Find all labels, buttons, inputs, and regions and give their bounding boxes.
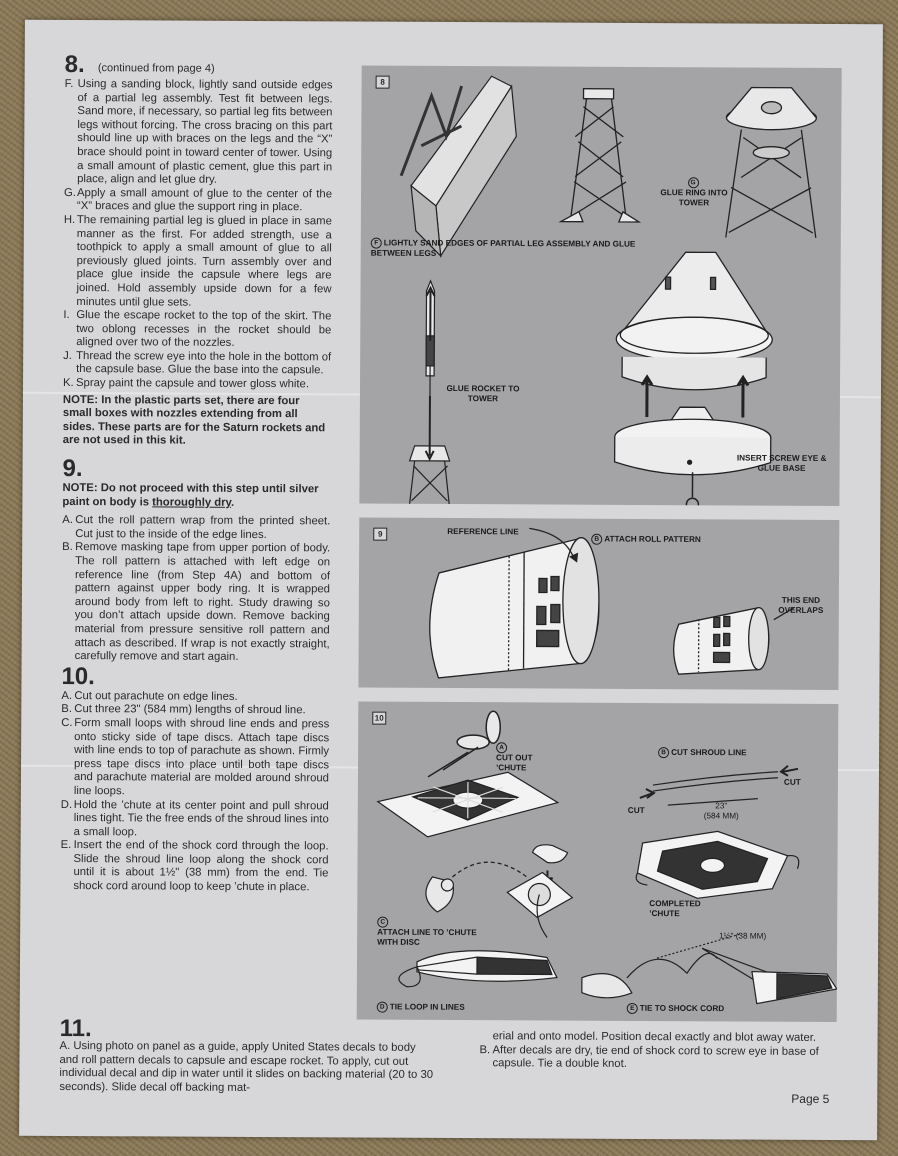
step-10-item-c: C. Form small loops with shroud line ends and press onto sticky side of tape discs. Attach tape discs with line ends to top of parachute as shown. Firmly press tape discs into place until both tape discs and parachute material are molded around shroud line loops. bbox=[61, 716, 330, 798]
step-9-item-a: A. Cut the roll pattern wrap from the printed sheet. Cut just to the inside of the edge lines. bbox=[62, 514, 331, 541]
instruction-sheet bbox=[19, 20, 883, 1140]
panel-8-label-glue-rocket: GLUE ROCKET TO TOWER bbox=[446, 383, 520, 403]
panel-10-label-c: C ATTACH LINE TO ’CHUTE WITH DISC bbox=[377, 917, 477, 948]
panel-step-9 bbox=[358, 518, 839, 691]
completed-chute bbox=[636, 831, 799, 899]
left-column bbox=[60, 52, 332, 895]
panel-10-label-a: A CUT OUT ’CHUTE bbox=[496, 742, 556, 772]
panel-8-illustration bbox=[359, 66, 841, 507]
step-10-item-e: E. Insert the end of the shock cord through the loop. Slide the shroud line loop along the shock cord until it is about 1½" (38 mm) from the end. Tie shock cord around loop to keep ’chute in place. bbox=[60, 839, 329, 894]
step-8-item-j: J. Thread the screw eye into the hole in the bottom of the capsule base. Glue the base into the capsule. bbox=[63, 349, 332, 377]
step-9-list bbox=[62, 514, 331, 665]
tower-drawing bbox=[561, 89, 640, 222]
step-9-note: NOTE: Do not proceed with this step until silver paint on body is thoroughly dry. bbox=[62, 481, 319, 509]
step-8-number: 8. bbox=[64, 50, 85, 79]
panel-10-label-cut-left: CUT bbox=[627, 805, 645, 816]
panel-9-label-b: B ATTACH ROLL PATTERN bbox=[591, 534, 701, 546]
panel-9-tag: 9 bbox=[373, 528, 387, 541]
step-8-heading bbox=[65, 52, 333, 79]
panel-8-tag: 8 bbox=[376, 76, 390, 89]
roll-pattern-wrap bbox=[674, 607, 769, 674]
step-10-number: 10. bbox=[61, 662, 95, 690]
step-10-heading bbox=[61, 664, 329, 691]
step-10-item-d: D. Hold the ’chute at its center point and pull shroud lines tight. Tie the free ends of the shroud lines into a small loop. bbox=[60, 798, 329, 839]
step-10-list bbox=[60, 690, 329, 895]
capsule-cone bbox=[616, 252, 773, 390]
shroud-loop bbox=[426, 877, 454, 912]
panel-10-label-completed: COMPLETED ’CHUTE bbox=[649, 899, 701, 918]
step-11-item-a: A. Using photo on panel as a guide, apply United States decals to body and roll pattern decals to capsule and escape rocket. To apply, cut out individual decal and dip in water until it slides on backing material (20 to 30 seconds). Slide decal off backing mat- bbox=[59, 1039, 434, 1094]
step-8-note: NOTE: In the plastic parts set, there are four small boxes with nozzles extending from all sides. These parts are for the Saturn rockets and are not used in this kit. bbox=[62, 393, 326, 448]
panel-10-illustration bbox=[357, 702, 839, 1023]
step-10-item-b: B. Cut three 23" (584 mm) lengths of shroud line. bbox=[61, 703, 306, 717]
step-8-item-g: G. Apply a small amount of glue to the center of the “X” braces and glue the support ring in place. bbox=[63, 186, 333, 214]
step-9-heading bbox=[63, 456, 331, 483]
tape-disc bbox=[507, 872, 572, 937]
step-9-item-b: B. Remove masking tape from upper portion of body. The roll pattern is attached with left edge on reference line (from Step 4A) and bottom of pattern against upper body ring. It is wrapped around body from left to right. Study drawing so you don’t attach upside down. Remove backing material from pressure sensitive roll pattern and attach as described. If wrap is not exactly straight, carefully remove and start again. bbox=[62, 541, 331, 664]
panel-10-label-cut-right: CUT bbox=[783, 777, 801, 787]
panel-10-label-length: 23" (584 MM) bbox=[703, 801, 739, 821]
panel-8-label-screw-eye: INSERT SCREW EYE & GLUE BASE bbox=[736, 453, 827, 473]
step-8-item-f: F. Using a sanding block, lightly sand outside edges of a partial leg assembly. Test fit between legs. Sand more, if necessary, so partial leg fits between legs without forcing. The cross bracing on this part should line up with braces on the legs and the “X” brace should point in toward center of tower. Using a small amount of plastic cement, glue this part in place, align and let glue dry. bbox=[64, 77, 333, 186]
chute-tied-shock-cord bbox=[582, 933, 837, 1004]
panel-10-label-d: D TIE LOOP IN LINES bbox=[377, 1002, 465, 1013]
step-8-continued-note: (continued from page 4) bbox=[97, 62, 215, 75]
step-10-item-a: A. Cut out parachute on edge lines. bbox=[61, 689, 238, 703]
step-11-continuation: erial and onto model. Position decal exactly and blot away water. B. After decals are dry, tie end of shock cord to screw eye in base of capsule. Tie a double knot. bbox=[479, 1030, 839, 1073]
step-9-number: 9. bbox=[62, 454, 83, 483]
step-11-number: 11. bbox=[59, 1014, 92, 1043]
panel-9-label-reference: REFERENCE LINE bbox=[447, 526, 519, 537]
chute-tied-loop bbox=[399, 950, 557, 987]
step-11-heading bbox=[60, 1016, 92, 1042]
panel-10-tag: 10 bbox=[372, 712, 386, 725]
panel-8-label-g: G GLUE RING INTO TOWER bbox=[659, 177, 729, 207]
finger bbox=[533, 845, 568, 863]
scissors bbox=[428, 711, 500, 777]
capsule-with-ring bbox=[726, 87, 817, 237]
panel-step-8 bbox=[359, 66, 841, 507]
panel-8-label-f: F LIGHTLY SAND EDGES OF PARTIAL LEG ASSEMBLY AND GLUE BETWEEN LEGS bbox=[370, 238, 636, 258]
step-8-item-h: H. The remaining partial leg is glued in place in same manner as the first. For added strength, use a toothpick to apply a small amount of glue to all previously glued joints. Turn assembly over and place glue inside the capsule where legs are joined. Hold assembly upside down for a few minutes until glue sets. bbox=[63, 213, 332, 309]
page-number: Page 5 bbox=[791, 1091, 830, 1106]
panel-10-label-b: B CUT SHROUD LINE bbox=[658, 747, 747, 758]
panel-10-label-e: E TIE TO SHOCK CORD bbox=[627, 1003, 725, 1015]
parachute-sheet bbox=[378, 772, 558, 838]
panel-10-label-shock-length: 1½" (38 MM) bbox=[719, 931, 767, 941]
step-8-list bbox=[63, 78, 333, 392]
panel-9-label-overlaps: THIS END OVERLAPS bbox=[778, 595, 824, 615]
step-8-item-k: K. Spray paint the capsule and tower gloss white. bbox=[62, 377, 310, 391]
step-11-item-b: B. After decals are dry, tie end of shock cord to screw eye in base of capsule. Tie a double knot. bbox=[479, 1043, 819, 1071]
step-8-item-i: I. Glue the escape rocket to the top of the skirt. The two oblong recesses in the rocket should be aligned over two of the nozzles. bbox=[63, 309, 332, 350]
panel-step-10 bbox=[357, 702, 839, 1023]
screw-eye bbox=[686, 472, 698, 506]
